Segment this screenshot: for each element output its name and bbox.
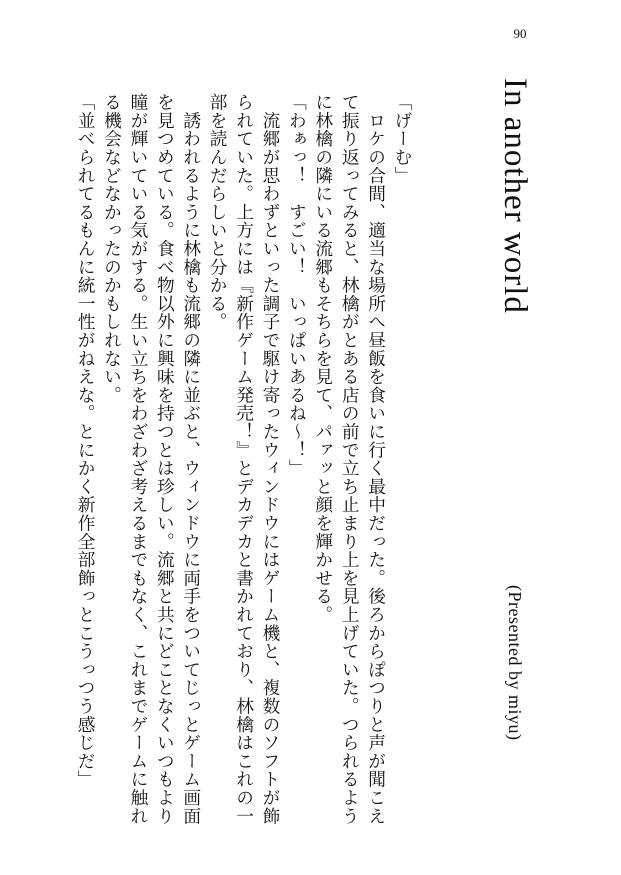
body-line: 「げーむ」 — [392, 93, 412, 185]
body-line: に林檎の隣にいる流郷もそちらを見て、パァッと顔を輝かせる。 — [312, 93, 333, 624]
chapter-subtitle-block — [490, 585, 540, 775]
chapter-subtitle: (Presented by miyu) — [505, 585, 525, 741]
body-line: られていた。上方には『新作ゲーム発売！』とデカデカと書かれており、林檎はこれの一 — [233, 93, 254, 825]
body-line: 誘われるように林檎も流郷の隣に並ぶと、ウィンドウに両手をついてじっとゲーム画面 — [180, 93, 201, 825]
body-line: て振り返ってみると、林檎がとある店の前で立ち止まり上を見上げていた。つられるよう — [339, 93, 360, 825]
body-line: 流郷が思わずといった調子で駆け寄ったウィンドウにはゲーム機と、複数のソフトが飾 — [259, 93, 280, 825]
body-text — [75, 93, 415, 825]
body-line: 瞳が輝いている気がする。生い立ちをわざわざ考えるまでもなく、これまでゲームに触れ — [127, 93, 148, 825]
body-line: る機会などなかったのかもしれない。 — [101, 93, 122, 405]
body-line: 「わぁっ！ すごい！ いっぱいあるね～！」 — [286, 93, 307, 478]
body-line: を見つめている。食べ物以外に興味を持つとは珍しい。流郷と共にどことなくいつもより — [154, 93, 175, 825]
page-number: 90 — [513, 26, 527, 41]
body-line: ロケの合間、適当な場所へ昼飯を食いに行く最中だった。後ろからぽつりと声が聞こえ — [365, 93, 386, 825]
chapter-title: In another world — [497, 78, 533, 314]
body-line: 「並べられてるもんに統一性がねえな。とにかく新作全部飾っとこうっつう感じだ」 — [75, 93, 96, 789]
body-line: 部を読んだらしいと分かる。 — [207, 93, 228, 331]
